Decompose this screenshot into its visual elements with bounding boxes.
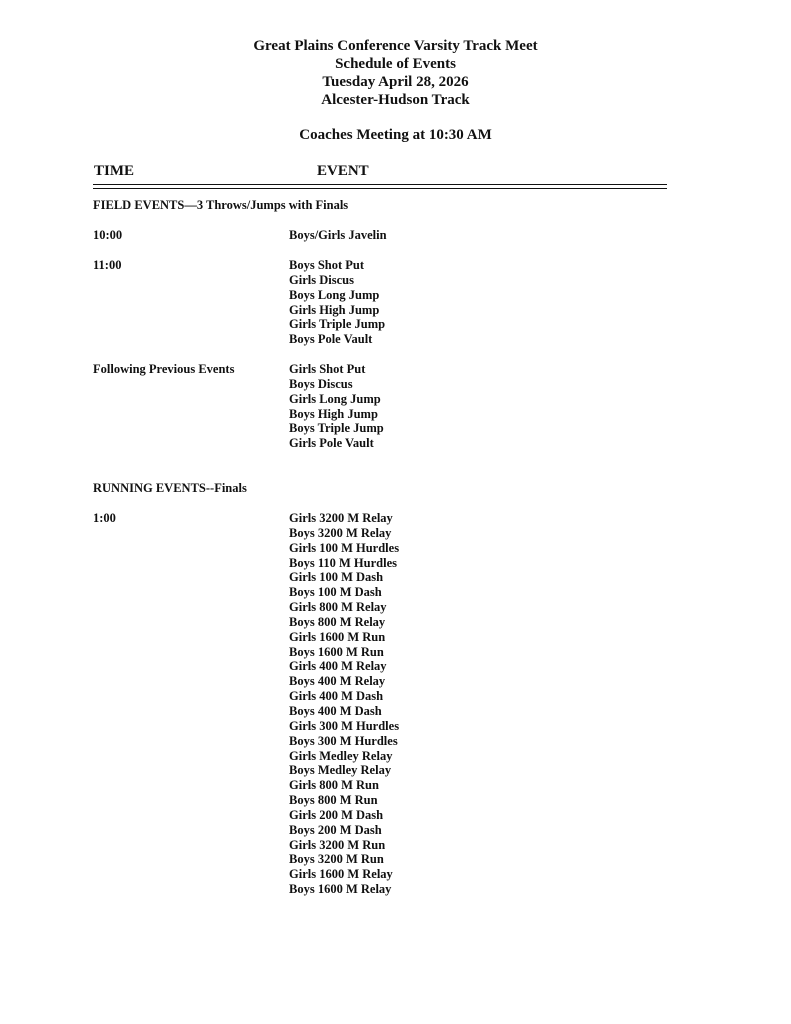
event-item: Boys 3200 M Run: [289, 852, 384, 867]
event-item: Girls Long Jump: [289, 391, 381, 406]
event-item: Girls Medley Relay: [289, 748, 393, 763]
event-item: Girls 1600 M Relay: [289, 867, 393, 882]
field-events-heading: FIELD EVENTS—3 Throws/Jumps with Finals: [93, 198, 349, 212]
event-item: Boys Shot Put: [289, 258, 365, 272]
event-list: [289, 362, 384, 451]
event-item: Girls 3200 M Relay: [289, 511, 393, 525]
event-item: Boys 1600 M Run: [289, 644, 384, 659]
time-label: 1:00: [93, 511, 116, 525]
event-item: Boys/Girls Javelin: [289, 228, 387, 242]
event-column-header: EVENT: [317, 163, 369, 179]
meet-date: Tuesday April 28, 2026: [322, 74, 469, 90]
document-header: [0, 37, 791, 109]
event-item: Girls 100 M Hurdles: [289, 540, 400, 555]
event-item: Girls Shot Put: [289, 362, 366, 376]
event-item: Boys Long Jump: [289, 287, 380, 302]
time-label: 11:00: [93, 258, 122, 272]
meet-venue: Alcester-Hudson Track: [321, 92, 470, 108]
event-item: Girls 400 M Dash: [289, 689, 384, 704]
event-item: Boys Pole Vault: [289, 332, 373, 347]
event-item: Boys Triple Jump: [289, 421, 384, 436]
event-item: Girls 200 M Dash: [289, 807, 384, 822]
time-label: Following Previous Events: [93, 362, 235, 376]
time-label: 10:00: [93, 228, 123, 242]
schedule-subtitle: Schedule of Events: [335, 56, 456, 72]
event-item: Girls 300 M Hurdles: [289, 718, 400, 733]
meet-title: Great Plains Conference Varsity Track Meet: [253, 38, 538, 54]
event-item: Boys Discus: [289, 376, 353, 391]
event-list: [289, 228, 387, 243]
event-item: Boys 800 M Relay: [289, 614, 386, 629]
event-item: Boys 400 M Dash: [289, 703, 382, 718]
event-list: [289, 258, 385, 347]
event-item: Girls Triple Jump: [289, 317, 386, 332]
event-list: [289, 511, 399, 897]
event-item: Girls 800 M Relay: [289, 600, 387, 615]
event-item: Boys 100 M Dash: [289, 585, 382, 600]
event-item: Boys 3200 M Relay: [289, 525, 392, 540]
event-item: Girls High Jump: [289, 302, 380, 317]
event-item: Boys 110 M Hurdles: [289, 555, 397, 570]
event-item: Boys High Jump: [289, 406, 378, 421]
running-events-heading: RUNNING EVENTS--Finals: [93, 481, 247, 495]
event-item: Boys 800 M Run: [289, 793, 378, 808]
event-item: Girls 400 M Relay: [289, 659, 387, 674]
event-item: Girls Discus: [289, 272, 354, 287]
event-item: Boys 300 M Hurdles: [289, 733, 398, 748]
coaches-meeting-note: Coaches Meeting at 10:30 AM: [299, 127, 492, 143]
double-rule-divider: [93, 184, 667, 189]
event-item: Boys 400 M Relay: [289, 674, 386, 689]
event-item: Girls 3200 M Run: [289, 837, 386, 852]
event-item: Girls 1600 M Run: [289, 629, 386, 644]
event-item: Boys 1600 M Relay: [289, 882, 392, 897]
event-item: Girls 100 M Dash: [289, 570, 384, 585]
time-column-header: TIME: [94, 163, 135, 179]
event-item: Girls 800 M Run: [289, 778, 379, 793]
event-item: Boys 200 M Dash: [289, 822, 382, 837]
event-item: Boys Medley Relay: [289, 763, 392, 778]
event-item: Girls Pole Vault: [289, 436, 374, 451]
